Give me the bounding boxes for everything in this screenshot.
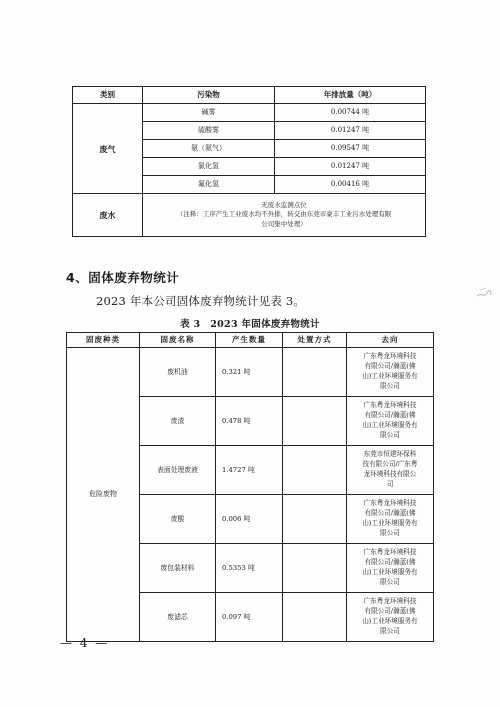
amount-cell: 0.00416 吨 xyxy=(275,176,426,194)
header-waste-type: 固废种类 xyxy=(67,333,140,348)
table-header-row xyxy=(73,87,426,104)
amount-cell: 0.01247 吨 xyxy=(275,122,426,140)
category-waste-water: 废水 xyxy=(73,194,143,237)
header-quantity: 产生数量 xyxy=(216,333,283,348)
destination-line: 限公司 xyxy=(380,528,400,537)
destination-cell xyxy=(347,544,434,593)
header-annual-emission: 年排放量（吨） xyxy=(275,87,426,104)
destination-cell xyxy=(347,593,434,642)
waste-name-cell: 表面处理废液 xyxy=(140,446,216,495)
quantity-cell: 0.478 吨 xyxy=(216,397,283,446)
destination-line: 限公司 xyxy=(380,577,400,586)
table-title: 表 3 2023 年固体废弃物统计 xyxy=(180,319,320,330)
body-paragraph: 2023 年本公司固体废弃物统计见表 3。 xyxy=(96,294,306,308)
header-pollutant: 污染物 xyxy=(143,87,275,104)
note-line: 公司集中处理） xyxy=(261,219,307,228)
amount-cell: 0.00744 吨 xyxy=(275,104,426,122)
destination-line: 广东粤龙环境科技 xyxy=(363,597,417,606)
destination-line: 有限公司/瀚蓝(佛 xyxy=(364,411,416,420)
destination-line: 广东粤龙环境科技 xyxy=(363,352,417,361)
quantity-cell: 0.5353 吨 xyxy=(216,544,283,593)
table-row xyxy=(67,348,434,397)
destination-line: 山)工业环境服务有 xyxy=(362,617,418,625)
table-header-row xyxy=(67,333,434,348)
header-destination: 去向 xyxy=(347,333,434,348)
amount-cell: 0.01247 吨 xyxy=(275,158,426,176)
destination-line: 有限公司/瀚蓝(佛 xyxy=(364,558,416,567)
destination-line: 有限公司/瀚蓝(佛 xyxy=(364,607,416,616)
disposal-method-cell xyxy=(283,495,347,544)
header-category: 类别 xyxy=(73,87,143,104)
waste-name-cell: 废滤芯 xyxy=(140,593,216,642)
category-waste-gas: 废气 xyxy=(73,104,143,194)
destination-line: 龙环境科技有限公 xyxy=(363,470,417,478)
category-hazardous-waste: 危险废物 xyxy=(67,348,140,642)
destination-line: 限公司 xyxy=(380,626,400,635)
destination-cell xyxy=(347,348,434,397)
header-waste-name: 固废名称 xyxy=(140,333,216,348)
solid-waste-table xyxy=(66,332,434,642)
pollutant-cell: 氯化氢 xyxy=(143,158,275,176)
quantity-cell: 0.097 吨 xyxy=(216,593,283,642)
waste-name-cell: 废包装材料 xyxy=(140,544,216,593)
pollutant-cell: 氟化氢 xyxy=(143,176,275,194)
destination-line: 有限公司/瀚蓝(佛 xyxy=(364,509,416,518)
pollutant-cell: 碱雾 xyxy=(143,104,275,122)
destination-line: 山)工业环境服务有 xyxy=(362,568,418,576)
destination-cell xyxy=(347,397,434,446)
waste-name-cell: 废机油 xyxy=(140,348,216,397)
destination-line: 有限公司/瀚蓝(佛 xyxy=(364,362,416,371)
disposal-method-cell xyxy=(283,544,347,593)
waste-name-cell: 废酸 xyxy=(140,495,216,544)
destination-line: 山)工业环境服务有 xyxy=(362,519,418,527)
disposal-method-cell xyxy=(283,593,347,642)
margin-mark-icon xyxy=(476,286,492,300)
pollutant-cell: 氨（氨气） xyxy=(143,140,275,158)
page-number: — 4 — xyxy=(60,636,110,650)
disposal-method-cell xyxy=(283,446,347,495)
destination-line: 山)工业环境服务有 xyxy=(362,421,418,429)
section-heading: 4、固体废弃物统计 xyxy=(66,270,180,285)
destination-line: 广东粤龙环境科技 xyxy=(363,499,417,508)
quantity-cell: 0.006 吨 xyxy=(216,495,283,544)
destination-line: 限公司 xyxy=(380,381,400,390)
destination-cell xyxy=(347,495,434,544)
destination-line: 山)工业环境服务有 xyxy=(362,372,418,380)
waste-name-cell: 废渣 xyxy=(140,397,216,446)
quantity-cell: 0.321 吨 xyxy=(216,348,283,397)
header-disposal-method: 处置方式 xyxy=(283,333,347,348)
note-line: （注释：工序产生工业废水均不外排，转交由东莞市豪丰工业污水处理有限 xyxy=(176,210,392,219)
destination-line: 技有限公司/广东粤 xyxy=(362,460,418,469)
disposal-method-cell xyxy=(283,348,347,397)
emissions-table xyxy=(72,86,426,237)
waste-water-note xyxy=(143,194,426,237)
disposal-method-cell xyxy=(283,397,347,446)
table-row xyxy=(73,194,426,237)
destination-line: 东莞市恒建环保科 xyxy=(363,450,417,459)
destination-line: 广东粤龙环境科技 xyxy=(363,548,417,557)
destination-line: 限公司 xyxy=(380,430,400,439)
table-row xyxy=(73,104,426,122)
destination-line: 广东粤龙环境科技 xyxy=(363,401,417,410)
destination-cell xyxy=(347,446,434,495)
destination-line: 司 xyxy=(386,479,394,488)
note-line: 无废水监测点位 xyxy=(261,200,307,209)
pollutant-cell: 硫酸雾 xyxy=(143,122,275,140)
amount-cell: 0.09547 吨 xyxy=(275,140,426,158)
quantity-cell: 1.4727 吨 xyxy=(216,446,283,495)
